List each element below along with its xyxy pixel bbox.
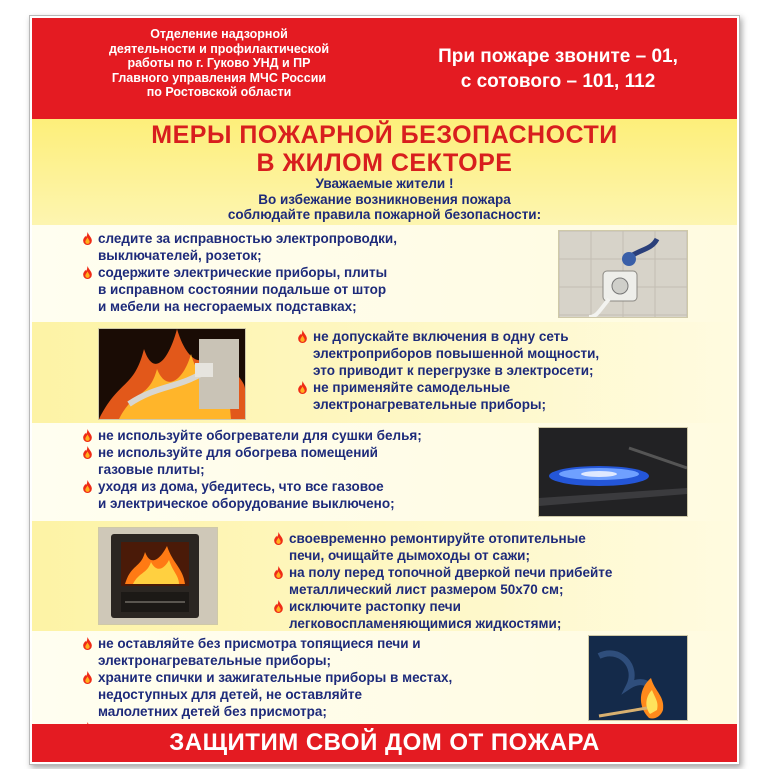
list-item xyxy=(82,635,452,669)
section-items xyxy=(82,427,422,512)
emergency-hotline xyxy=(388,44,728,94)
list-item-line: не применяйте самодельные xyxy=(313,380,511,395)
flame-bullet-icon xyxy=(273,532,284,545)
department-line: по Ростовской области xyxy=(146,85,292,99)
department-line: Отделение надзорной xyxy=(150,27,288,41)
list-item-line: электронагревательные приборы; xyxy=(98,653,332,668)
poster-header xyxy=(32,18,737,119)
list-item-line: печи, очищайте дымоходы от сажи; xyxy=(289,548,530,563)
list-item xyxy=(82,669,452,720)
list-item-line: не допускайте включения в одну сеть xyxy=(313,329,569,344)
gas-burner-photo xyxy=(538,427,688,517)
poster-footer xyxy=(32,724,737,762)
section-electrical-wiring xyxy=(32,225,737,322)
flame-bullet-icon xyxy=(82,429,93,442)
stove-fire-photo xyxy=(98,527,218,625)
fire-safety-poster xyxy=(32,18,737,762)
list-item xyxy=(297,328,599,379)
socket-wiring-photo xyxy=(558,230,688,318)
section-stove-heating xyxy=(32,521,737,631)
list-item-line: не оставляйте без присмотра топящиеся печи и xyxy=(98,636,421,651)
list-item xyxy=(273,598,612,632)
lit-match-photo xyxy=(588,635,688,721)
flame-bullet-icon xyxy=(82,480,93,493)
list-item-line: электроприборов повышенной мощности, xyxy=(313,346,600,361)
section-children-smoking xyxy=(32,631,737,724)
socket-icon xyxy=(559,231,687,317)
burning-plug-photo xyxy=(98,328,246,420)
flame-bullet-icon xyxy=(273,566,284,579)
match-flame-icon xyxy=(589,636,687,720)
list-item-line: не используйте обогреватели для сушки белья; xyxy=(98,428,422,443)
hotline-line: При пожаре звоните – 01, xyxy=(438,46,678,67)
list-item-line: выключателей, розеток; xyxy=(98,248,262,263)
flame-bullet-icon xyxy=(82,232,93,245)
list-item-line: электронагревательные приборы; xyxy=(313,397,547,412)
flame-bullet-icon xyxy=(297,381,308,394)
department-line: деятельности и профилактической xyxy=(108,41,330,56)
list-item xyxy=(82,444,422,478)
list-item xyxy=(297,379,599,413)
department-block xyxy=(54,27,384,100)
list-item-line: своевременно ремонтируйте отопительные xyxy=(289,531,586,546)
flame-bullet-icon xyxy=(297,330,308,343)
list-item xyxy=(82,264,397,315)
list-item-line: и электрическое оборудование выключено; xyxy=(98,496,395,511)
poster-title xyxy=(32,121,737,177)
list-item-line: это приводит к перегрузке в электросети; xyxy=(313,363,594,378)
gas-burner-icon xyxy=(539,428,687,516)
list-item-line: малолетних детей без присмотра; xyxy=(98,704,327,719)
list-item xyxy=(273,530,612,564)
list-item-line: недоступных для детей, не оставляйте xyxy=(98,687,363,702)
title-line: В ЖИЛОМ СЕКТОРЕ xyxy=(256,149,513,177)
greeting-line: Во избежание возникновения пожара xyxy=(258,191,511,207)
list-item-line: исключите растопку печи xyxy=(289,599,461,614)
section-gas-heating xyxy=(32,423,737,521)
flame-bullet-icon xyxy=(82,637,93,650)
list-item-line: следите за исправностью электропроводки, xyxy=(98,231,397,246)
title-block xyxy=(32,119,737,225)
section-items xyxy=(297,328,599,413)
greeting-line: Уважаемые жители ! xyxy=(315,176,454,191)
list-item-line: на полу перед топочной дверкой печи прибейте xyxy=(289,565,613,580)
list-item xyxy=(82,478,422,512)
greeting-line: соблюдайте правила пожарной безопасности: xyxy=(227,207,542,222)
stove-icon xyxy=(99,528,217,624)
list-item-line: храните спички и зажигательные приборы в местах, xyxy=(98,670,453,685)
greeting xyxy=(32,176,737,223)
list-item-line: металлический лист размером 50х70 см; xyxy=(289,582,564,597)
section-items xyxy=(82,635,452,737)
list-item-line: газовые плиты; xyxy=(98,462,205,477)
list-item-line: содержите электрические приборы, плиты xyxy=(98,265,388,280)
poster-frame xyxy=(29,15,740,765)
list-item xyxy=(82,427,422,444)
section-power-overload xyxy=(32,322,737,423)
hotline-line: с сотового – 101, 112 xyxy=(460,71,656,92)
list-item-line: легковоспламеняющимися жидкостями; xyxy=(289,616,562,631)
list-item xyxy=(273,564,612,598)
footer-slogan: ЗАЩИТИМ СВОЙ ДОМ ОТ ПОЖАРА xyxy=(169,729,600,756)
list-item-line: в исправном состоянии подальше от штор xyxy=(98,282,387,297)
section-items xyxy=(273,530,612,632)
list-item xyxy=(82,230,397,264)
section-items xyxy=(82,230,397,315)
list-item-line: и мебели на несгораемых подставках; xyxy=(98,299,357,314)
title-line: МЕРЫ ПОЖАРНОЙ БЕЗОПАСНОСТИ xyxy=(151,121,618,149)
flame-bullet-icon xyxy=(82,266,93,279)
flame-bullet-icon xyxy=(82,446,93,459)
department-line: Главного управления МЧС России xyxy=(111,70,327,85)
list-item-line: уходя из дома, убедитесь, что все газовое xyxy=(98,479,384,494)
department-line: работы по г. Гуково УНД и ПР xyxy=(127,56,311,70)
flame-bullet-icon xyxy=(82,671,93,684)
flame-bullet-icon xyxy=(273,600,284,613)
burning-plug-icon xyxy=(99,329,245,419)
list-item-line: не используйте для обогрева помещений xyxy=(98,445,378,460)
